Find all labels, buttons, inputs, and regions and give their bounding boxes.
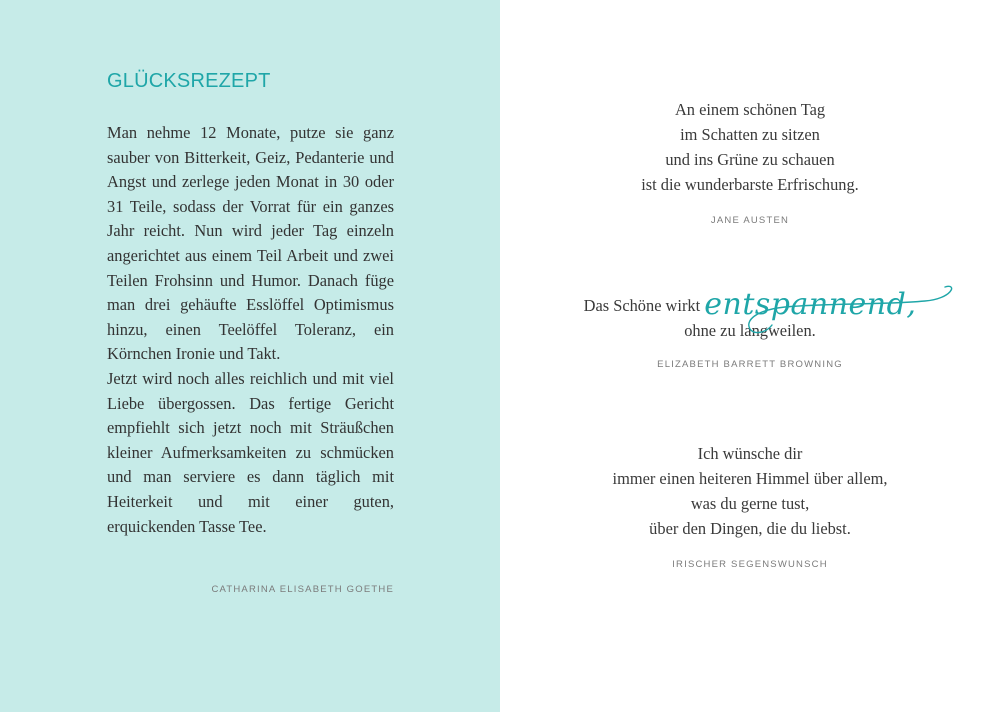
quote-line: im Schatten zu sitzen (680, 125, 820, 144)
quote-line: und ins Grüne zu schauen (665, 150, 835, 169)
quote-line: ist die wunderbarste Erfrischung. (641, 175, 859, 194)
recipe-title: GLÜCKSREZEPT (107, 70, 271, 92)
quote-credit: JANE AUSTEN (710, 215, 790, 226)
recipe-paragraph-2: Jetzt wird noch alles reichlich und mit viel Liebe übergossen. Das fertige Gericht empfiehlt sich jetzt noch mit Sträußchen kleiner Aufmerksamkeiten zu schmücken und man serviere es dann täglich mit Heiterkeit und mit einer guten, erquickenden Tasse Tee. (107, 368, 394, 536)
script-word: entspannend, (704, 287, 917, 322)
recipe-body (107, 121, 394, 539)
recipe-paragraph-1: Man nehme 12 Monate, putze sie ganz sauber von Bitterkeit, Geiz, Pedanterie und Angst und zerlege jeden Monat in 30 oder 31 Teile, sodass der Vorrat für ein ganzes Jahr reicht. Nun wird jeder Tag einzeln angerichtet aus einem Teil Arbeit und zwei Teilen Frohsinn und Humor. Danach füge man drei gehäufte Esslöffel Optimismus hinzu, einen Teelöffel Toleranz, ein Körnchen Ironie und Takt. (107, 123, 394, 364)
quote-line: An einem schönen Tag (674, 100, 826, 119)
recipe-credit: CATHARINA ELISABETH GOETHE (211, 584, 394, 595)
quote-irish-blessing (500, 441, 1000, 570)
quote-line: ohne zu langweilen. (684, 321, 816, 340)
quote-line: immer einen heiteren Himmel über allem, (612, 469, 888, 488)
quote-line: was du gerne tust, (690, 494, 810, 513)
quote-austen (500, 97, 1000, 226)
quote-line-text: Das Schöne wirkt (583, 296, 701, 315)
quote-credit: IRISCHER SEGENSWUNSCH (672, 559, 828, 570)
quote-line: Ich wünsche dir (697, 444, 803, 463)
quote-credit: ELIZABETH BARRETT BROWNING (657, 359, 843, 370)
quote-line: über den Dingen, die du liebst. (649, 519, 851, 538)
script-flourish-icon (720, 283, 960, 343)
